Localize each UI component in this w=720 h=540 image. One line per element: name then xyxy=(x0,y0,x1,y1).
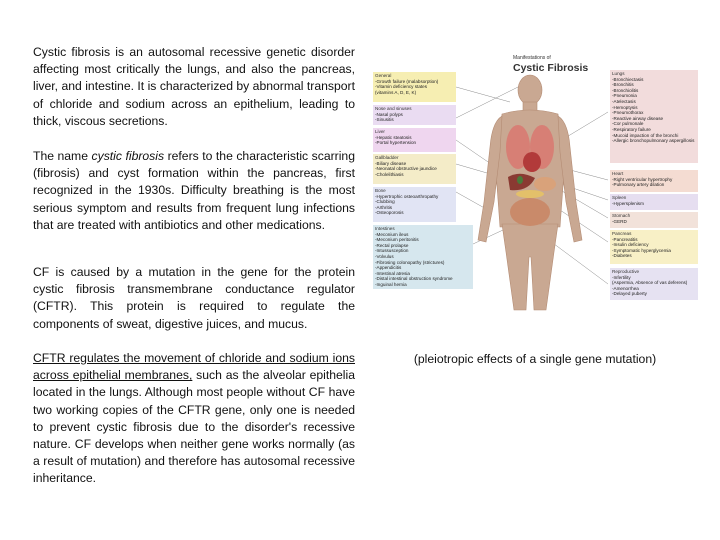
box-reproductive-item: -Amenorrhea xyxy=(612,285,639,291)
box-pancreas-item: -Symptomatic hyperglycemia xyxy=(612,247,671,253)
box-liver-item: -Hepatic steatosis xyxy=(375,134,412,140)
box-liver-item: -Portal hypertension xyxy=(375,140,417,146)
box-general-header: General xyxy=(375,73,392,78)
box-nose-sinuses xyxy=(373,105,456,125)
box-spleen-header: Spleen xyxy=(612,195,627,200)
paragraph-intro: Cystic fibrosis is an autosomal recessive genetic disorder affecting most critically the lungs, and also the pancreas, liver, and intestine. It is characterized by abnormal transport of chloride and sodium across an epithelium, leading to thick, viscous secretions. xyxy=(33,45,355,128)
box-intestines-item: -Intestinal atresia xyxy=(375,270,410,276)
box-gallbladder-header: Gallbladder xyxy=(375,155,399,160)
box-lungs-item: -Atelectasis xyxy=(612,98,636,104)
box-intestines-header: Intestines xyxy=(375,226,395,231)
paragraph-cause: CF is caused by a mutation in the gene for the protein cystic fibrosis transmembrane conductance regulator (CFTR). This protein is required to regulate the components of sweat, digestive juices, and mucus. xyxy=(33,265,355,331)
box-lungs-item: -Allergic bronchopulmonary aspergillosis xyxy=(612,138,695,144)
box-lungs-item: -Bronchiectasis xyxy=(612,76,644,82)
box-general-item: (vitamins A, D, E, K) xyxy=(375,89,417,95)
box-nose-header: Nose and sinuses xyxy=(375,106,412,111)
box-reproductive-item: -Delayed puberty xyxy=(612,291,647,297)
box-intestines-item: -Fibrosing colonopathy (strictures) xyxy=(375,259,445,265)
paragraph-name-origin xyxy=(33,148,355,234)
box-bone-item: -Osteoporosis xyxy=(375,210,404,216)
box-lungs-header: Lungs xyxy=(612,71,625,76)
box-reproductive xyxy=(610,268,698,300)
box-intestines xyxy=(373,225,473,289)
box-spleen xyxy=(610,194,698,210)
box-reproductive-item: (Aspermia, Absence of vas deferens) xyxy=(612,280,688,286)
figure-title: Cystic Fibrosis xyxy=(513,62,589,74)
box-lungs-item: -Pneumonia xyxy=(612,93,637,99)
box-reproductive-header: Reproductive xyxy=(612,269,640,274)
p2-emphasis: cystic fibrosis xyxy=(91,149,165,163)
box-gallbladder-item: -Neonatal obstructive jaundice xyxy=(375,166,437,172)
box-lungs-item: -Mucoid impaction of the bronchi xyxy=(612,132,679,138)
box-gallbladder-item: -Cholelithiasis xyxy=(375,171,404,177)
box-gallbladder xyxy=(373,154,456,184)
box-heart xyxy=(610,170,698,192)
paragraph-cftr xyxy=(33,350,355,488)
box-stomach xyxy=(610,212,698,228)
box-liver xyxy=(373,128,456,152)
box-intestines-item: -Intussusception xyxy=(375,248,409,254)
box-pancreas-item: -Insulin deficiency xyxy=(612,242,649,248)
box-liver-header: Liver xyxy=(375,129,385,134)
box-nose-item: -Nasal polyps xyxy=(375,111,403,117)
box-bone-header: Bone xyxy=(375,188,386,193)
p4-text: such as the alveolar epithelia located in the lungs. Although most people without CF have two working copies of the CFTR gene, only one is needed to prevent cystic fibrosis due to the disorder's recessive nature. CF develops when neither gene works normally (as a result of mutation) and therefore has autosomal recessive inheritance. xyxy=(33,368,355,486)
box-bone xyxy=(373,187,456,222)
box-lungs-item: -Hemoptysis xyxy=(612,104,638,110)
box-pancreas xyxy=(610,230,698,264)
box-bone-item: -Clubbing xyxy=(375,199,395,205)
figure-caption: (pleiotropic effects of a single gene mutation) xyxy=(413,352,657,366)
box-stomach-item: -GERD xyxy=(612,218,627,224)
box-lungs xyxy=(610,70,698,163)
box-intestines-item: -Appendicitis xyxy=(375,265,402,271)
p2-text-a: The name xyxy=(33,149,92,163)
box-intestines-item: -Meconium ileus xyxy=(375,231,409,237)
box-pancreas-item: -Diabetes xyxy=(612,253,632,259)
box-lungs-item: -Pneumothorax xyxy=(612,110,644,116)
box-bone-item: -Hypertrophic osteoarthropathy xyxy=(375,193,439,199)
box-bone-item: -Arthritis xyxy=(375,204,393,210)
box-heart-item: -Right ventricular hypertrophy xyxy=(612,176,673,182)
box-stomach-header: Stomach xyxy=(612,213,631,218)
box-nose-item: -Sinusitis xyxy=(375,117,394,123)
box-pancreas-item: -Pancreatitis xyxy=(612,236,638,242)
box-intestines-item: -Meconium peritonitis xyxy=(375,237,419,243)
box-heart-header: Heart xyxy=(612,171,624,176)
box-lungs-item: -Bronchiolitis xyxy=(612,87,639,93)
box-general xyxy=(373,72,456,102)
box-lungs-item: -Bronchitis xyxy=(612,82,634,88)
box-gallbladder-item: -Biliary disease xyxy=(375,160,407,166)
p2-text-b: refers to the characteristic scarring (fibrosis) and cyst formation within the pancreas, first recognized in the 1930s. Difficulty breathing is the most serious symptom and results from frequent lung infections that are treated with antibiotics and other medications. xyxy=(33,149,355,232)
box-intestines-item: -Distal intestinal obstruction syndrome xyxy=(375,276,453,282)
box-intestines-item: -Rectal prolapse xyxy=(375,242,409,248)
box-intestines-item: -Inguinal hernia xyxy=(375,281,407,287)
box-lungs-item: -Cor pulmonale xyxy=(612,121,644,127)
box-general-item: -Growth failure (malabsorption) xyxy=(375,78,439,84)
box-spleen-item: -Hypersplenism xyxy=(612,200,644,206)
box-heart-item: -Pulmonary artery dilation xyxy=(612,182,665,188)
box-lungs-item: -Reactive airway disease xyxy=(612,115,664,121)
box-reproductive-item: -Infertility xyxy=(612,274,631,280)
box-lungs-item: -Respiratory failure xyxy=(612,126,651,132)
box-general-item: -Vitamin deficiency states xyxy=(375,84,428,90)
cystic-fibrosis-figure xyxy=(370,52,700,320)
p4-underlined-text: CFTR regulates the movement of chloride and sodium ions across epithelial membranes, xyxy=(33,351,355,383)
box-intestines-item: -Volvulus xyxy=(375,253,394,259)
figure-title-small: Manifestations of xyxy=(513,55,551,61)
box-pancreas-header: Pancreas xyxy=(612,231,632,236)
